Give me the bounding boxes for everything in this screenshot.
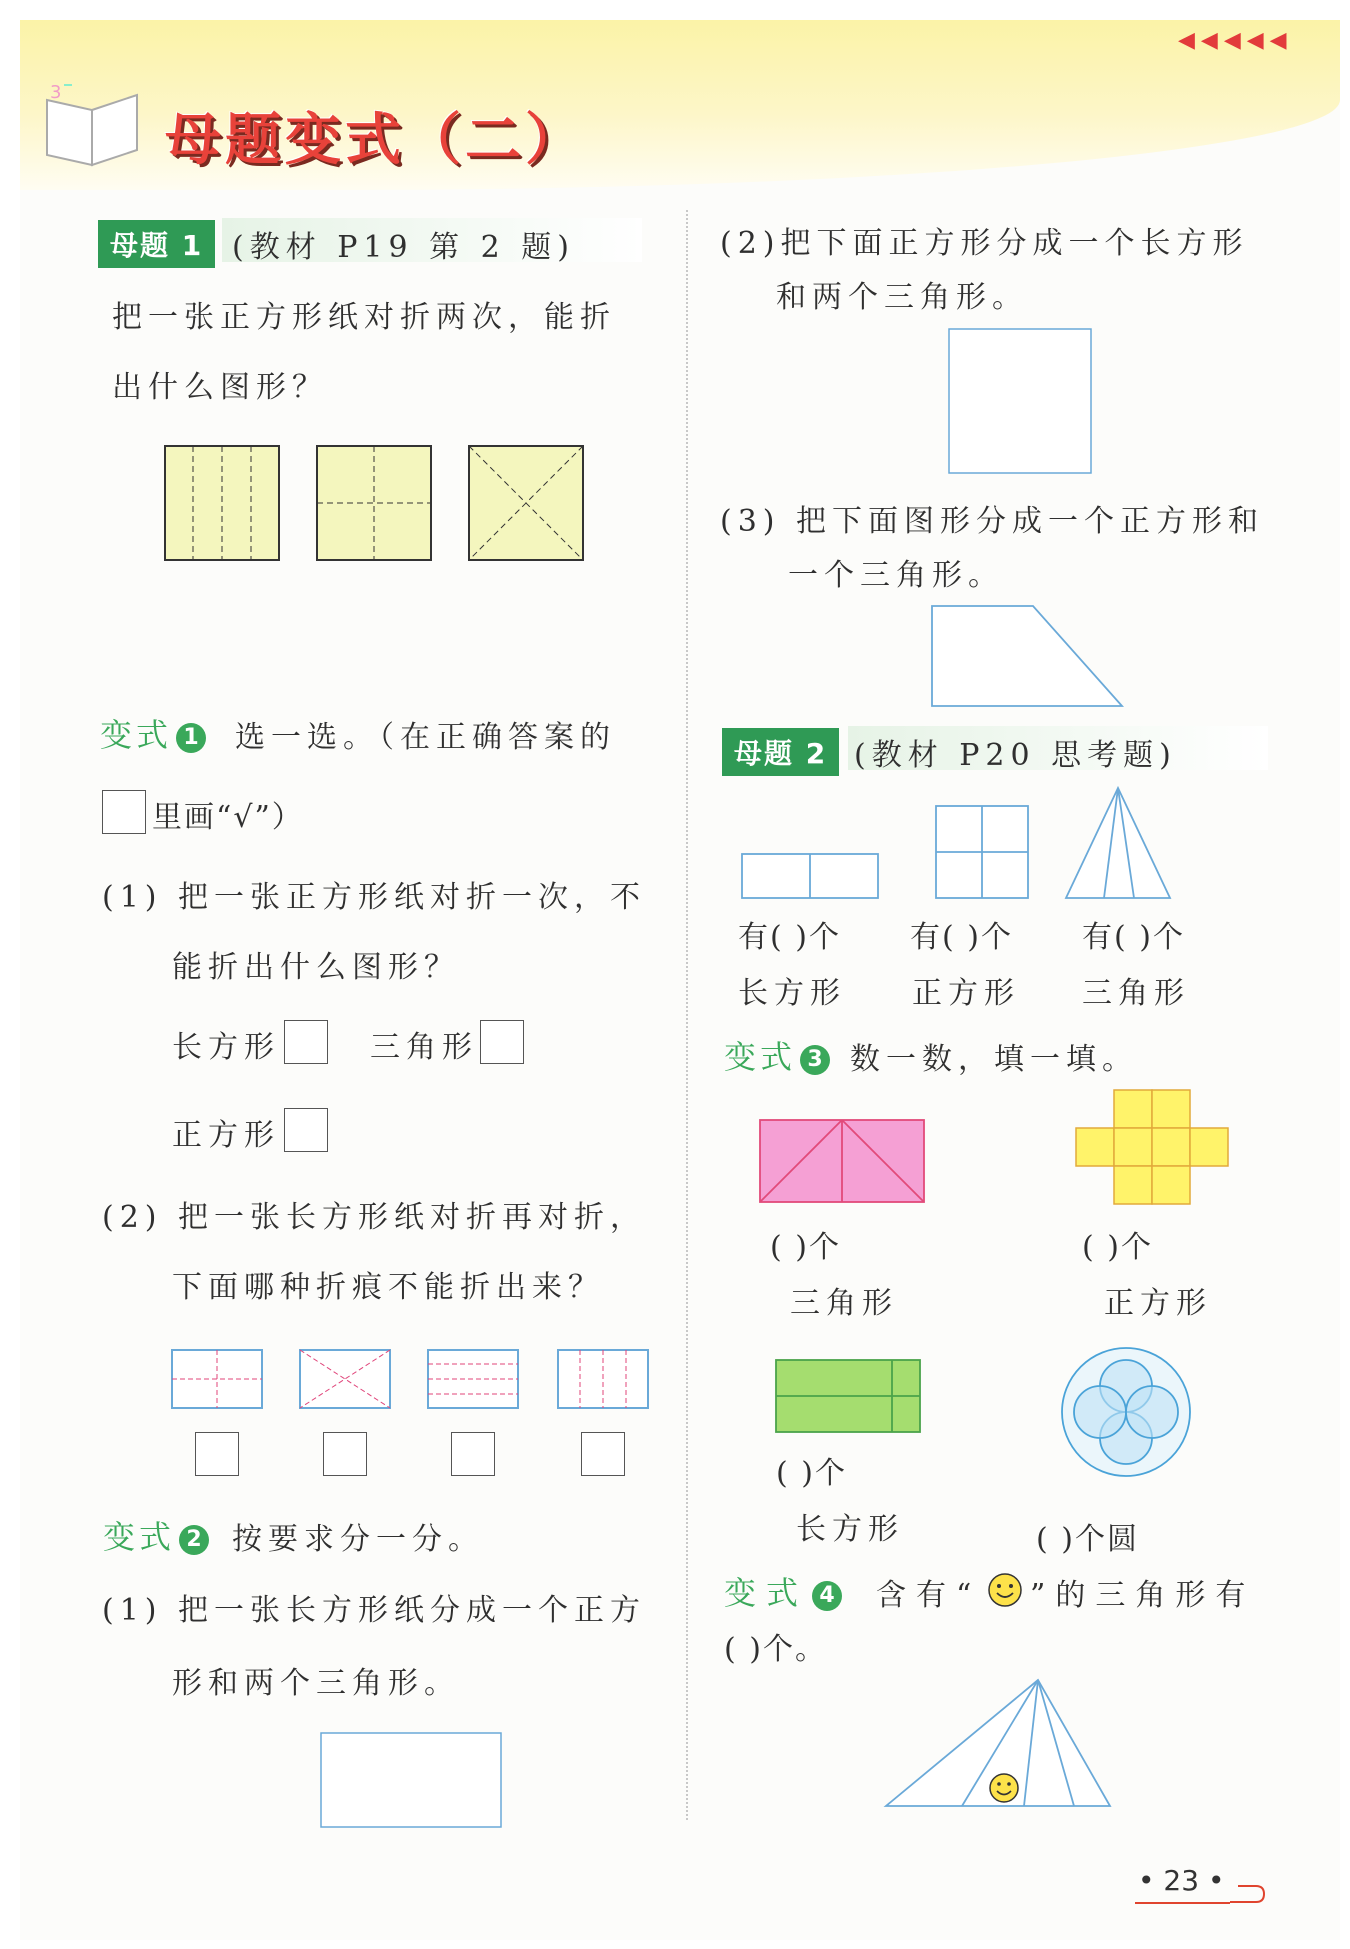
v1-intro-line2: 里画“√”） (152, 800, 304, 835)
v3-label (724, 1032, 830, 1078)
v4-triangle-figure (884, 1678, 1114, 1808)
v3-rect-name: 长方形 (796, 1512, 904, 1547)
v2-label (103, 1512, 209, 1558)
opt-square-checkbox[interactable] (284, 1108, 328, 1152)
v1-q1-line2: 能折出什么图形？ (172, 950, 460, 985)
fold-option-diagonal (300, 1350, 390, 1408)
v2-q1-line2: 形和两个三角形。 (172, 1666, 460, 1701)
mt2-rect-name: 长方形 (738, 976, 846, 1011)
v1-intro-line1: 选一选。（在正确答案的 (235, 720, 616, 755)
v4-number: 4 (812, 1581, 842, 1611)
mt2-rect-count-blank[interactable]: 有( )个 (738, 920, 841, 955)
v3-rectangles-figure (776, 1360, 920, 1432)
v3-square-count-blank[interactable]: ( )个 (1082, 1230, 1153, 1265)
open-book-icon (42, 80, 142, 170)
mt1-question-line1: 把一张正方形纸对折两次，能折 (112, 300, 616, 335)
mt1-question-line2: 出什么图形？ (112, 370, 328, 405)
v3-rect-count-blank[interactable]: ( )个 (776, 1456, 847, 1491)
page-number: • 23 • (1138, 1864, 1225, 1897)
mt2-badge: 母题 2 (722, 728, 839, 776)
v3-number: 3 (800, 1045, 830, 1075)
fold-option-2-checkbox[interactable] (323, 1432, 367, 1476)
v3-figures-top (758, 1088, 1238, 1208)
mt2-square-count-blank[interactable]: 有( )个 (910, 920, 1013, 955)
fold-option-1-checkbox[interactable] (195, 1432, 239, 1476)
v1-number: 1 (176, 723, 206, 753)
mt2-triangle-count-blank[interactable]: 有( )个 (1082, 920, 1185, 955)
column-divider (686, 210, 688, 1820)
right-q2-line2: 和两个三角形。 (776, 280, 1028, 315)
fold-option-horizontal (428, 1350, 518, 1408)
right-q2-square-figure (948, 328, 1092, 474)
v3-label-text: 变式 (724, 1038, 797, 1076)
fold-option-4-checkbox[interactable] (581, 1432, 625, 1476)
opt-triangle-checkbox[interactable] (480, 1020, 524, 1064)
mt1-badge: 母题 1 (98, 220, 215, 268)
v2-rectangle-figure (320, 1732, 502, 1828)
v2-label-text: 变式 (103, 1518, 176, 1556)
v1-q2-line2: 下面哪种折痕不能折出来？ (172, 1270, 604, 1305)
arrows-decoration: ◀◀◀◀◀ (1178, 28, 1293, 53)
page-number-underline (1135, 1902, 1230, 1904)
mt1-folded-squares (165, 444, 585, 564)
smiley-in-triangle-icon (990, 1774, 1018, 1802)
mt2-rectangles-figure (742, 854, 878, 898)
right-q3-line2: 一个三角形。 (788, 558, 1004, 593)
right-q3-line1: (3) 把下面图形分成一个正方形和 (720, 504, 1265, 539)
v1-q1-line1: (1) 把一张正方形纸对折一次，不 (102, 880, 647, 915)
v1-label (100, 710, 206, 756)
v3-triangles-figure (760, 1120, 924, 1202)
opt-square-label: 正方形 (172, 1118, 280, 1153)
v4-label (724, 1568, 842, 1614)
mt2-triangle-name: 三角形 (1082, 976, 1190, 1011)
right-q2-line1: (2)把下面正方形分成一个长方形 (720, 226, 1249, 261)
square-vertical-folds (165, 446, 279, 560)
v1-example-box (102, 790, 146, 834)
v2-intro: 按要求分一分。 (232, 1522, 484, 1557)
mt2-triangles-figure (1066, 788, 1170, 898)
opt-rectangle-label: 长方形 (172, 1030, 280, 1065)
square-diagonal-folds (469, 446, 583, 560)
v1-fold-options (170, 1348, 650, 1488)
mt2-square-name: 正方形 (912, 976, 1020, 1011)
v2-number: 2 (179, 1525, 209, 1555)
v3-squares-figure (1076, 1090, 1228, 1204)
opt-rectangle-checkbox[interactable] (284, 1020, 328, 1064)
fold-option-3-checkbox[interactable] (451, 1432, 495, 1476)
mt2-source: (教材 P20 思考题) (854, 738, 1177, 773)
v3-triangle-name: 三角形 (790, 1286, 898, 1321)
square-cross-folds (317, 446, 431, 560)
v3-circles-figure (1062, 1348, 1190, 1476)
return-arrow-icon (1228, 1880, 1268, 1910)
v3-square-name: 正方形 (1104, 1286, 1212, 1321)
fold-option-cross (172, 1350, 262, 1408)
v1-q2-line1: (2) 把一张长方形纸对折再对折， (102, 1200, 647, 1235)
right-q3-trapezoid-figure (930, 604, 1126, 708)
mt1-source: (教材 P19 第 2 题) (232, 230, 575, 265)
mt2-squares-figure (936, 806, 1028, 898)
svg-text:3: 3 (50, 82, 62, 103)
v3-intro: 数一数，填一填。 (850, 1042, 1138, 1077)
v1-label-text: 变式 (100, 716, 173, 754)
v4-label-text: 变式 (724, 1574, 809, 1612)
mt2-figures (740, 786, 1220, 902)
page-title: 母题变式（二） (165, 108, 585, 173)
opt-triangle-label: 三角形 (370, 1030, 478, 1065)
v4-line1-part1: 含有“ (876, 1578, 982, 1613)
smiley-icon (985, 1570, 1025, 1610)
v3-triangle-count-blank[interactable]: ( )个 (770, 1230, 841, 1265)
v2-q1-line1: (1) 把一张长方形纸分成一个正方 (102, 1593, 647, 1628)
v4-count-blank[interactable]: ( )个。 (724, 1632, 827, 1667)
v4-line1-part2: ”的三角形有 (1030, 1578, 1256, 1613)
fold-option-vertical (558, 1350, 648, 1408)
v3-circle-count-blank[interactable]: ( )个圆 (1036, 1522, 1139, 1557)
